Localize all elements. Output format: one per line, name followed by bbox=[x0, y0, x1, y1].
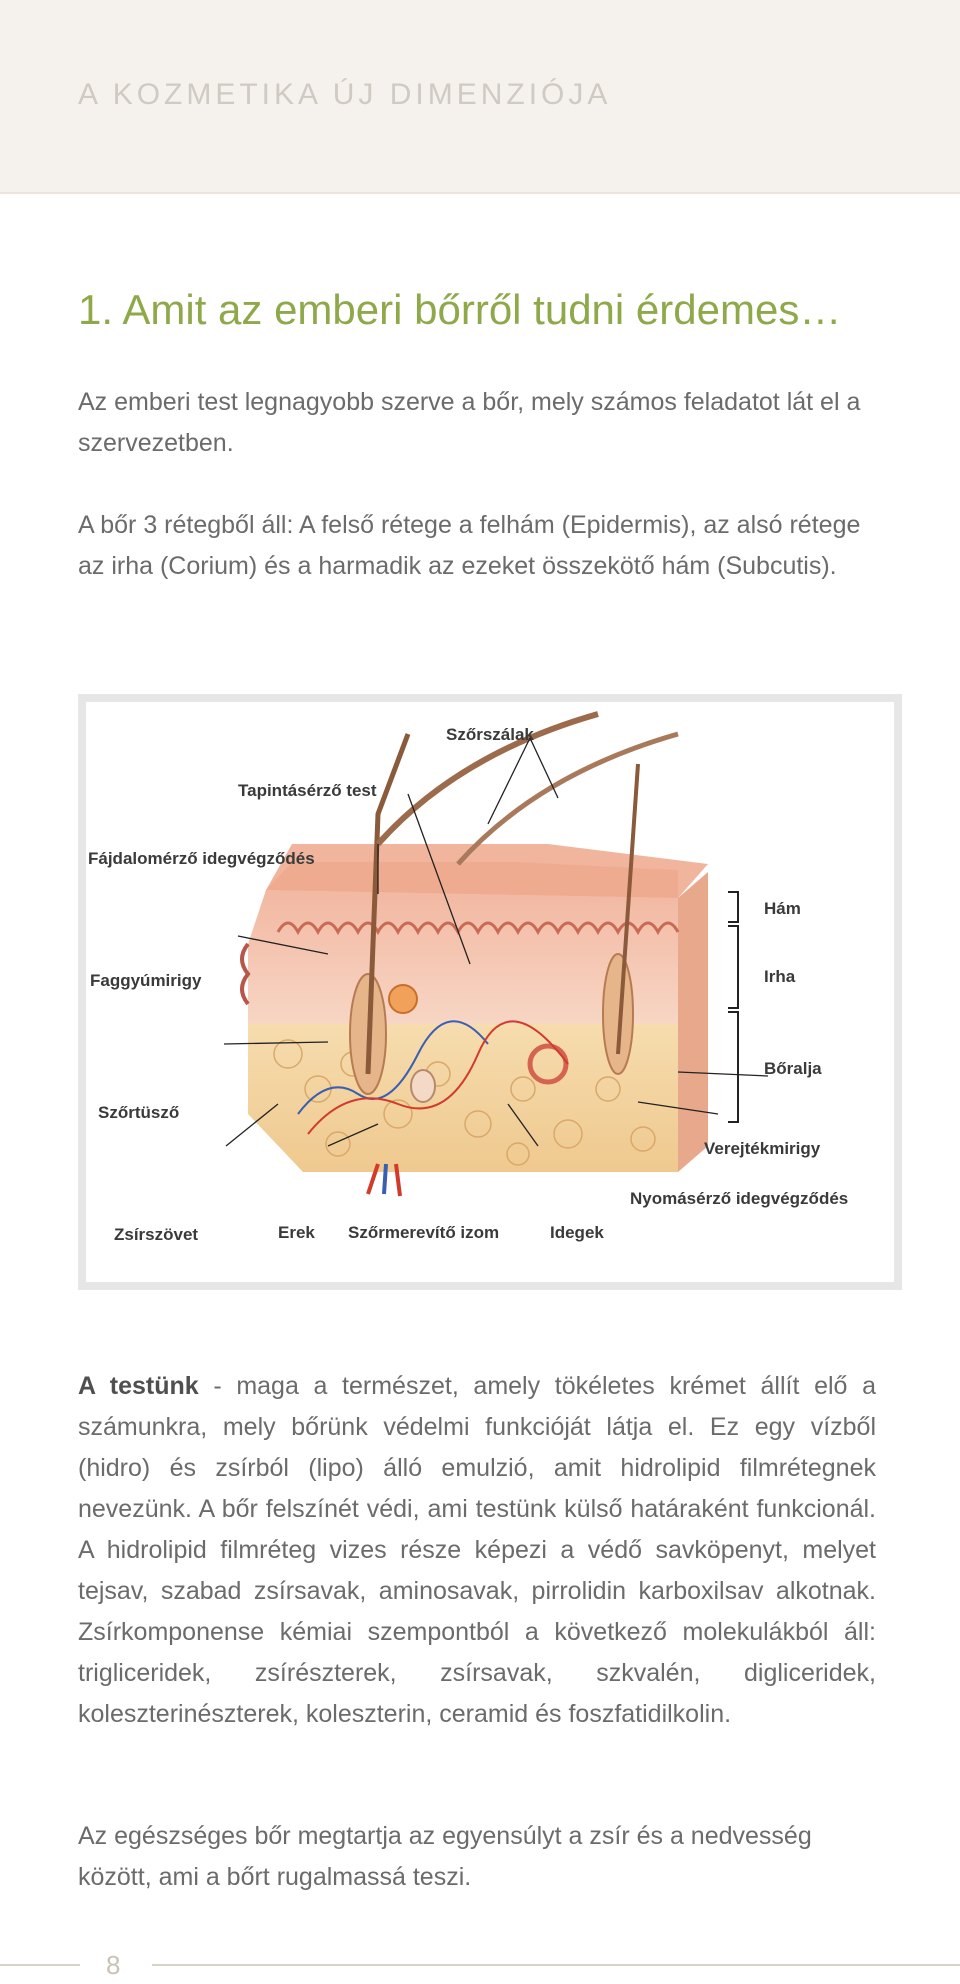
layer-brackets bbox=[728, 892, 738, 1122]
body-paragraph-text: - maga a természet, amely tökéletes krémet állít elő a számunkra, mely bőrünk védelmi funkcióját látja el. Ez egy vízből (hidro) és zsírból (lipo) álló emulzió, amit hidrolipid filmrétegnek nevezünk. A bőr felszínét védi, ami testünk külső határaként funkcionál. A hidrolipid filmréteg vizes része képezi a védő savköpenyt, melyet tejsav, szabad zsírsavak, aminosavak, pirrolidin karboxilsav alkotnak. Zsírkomponense kémiai szempontból a következő molekulákból áll: trigliceridek, zsírészterek, zsírsavak, szkvalén, digliceridek, koleszterinészterek, koleszterin, ceramid és foszfatidilkolin. bbox=[78, 1372, 876, 1728]
skin-diagram-figure bbox=[78, 694, 902, 1290]
label-zsirszovet: Zsírszövet bbox=[114, 1225, 199, 1244]
lead-bold-text: A testünk bbox=[78, 1372, 199, 1400]
pressure-receptor bbox=[411, 1070, 435, 1102]
label-fajdalomerzo: Fájdalomérző idegvégződés bbox=[88, 849, 315, 868]
section-title: 1. Amit az emberi bőrről tudni érdemes… bbox=[78, 286, 842, 333]
page-header bbox=[0, 0, 960, 194]
page-number: 8 bbox=[106, 1950, 121, 1980]
label-szortuszo: Szőrtüsző bbox=[98, 1103, 180, 1122]
skin-block-side bbox=[678, 872, 708, 1172]
skin-cross-section-illustration bbox=[78, 694, 902, 1290]
sebaceous-gland bbox=[389, 985, 417, 1013]
footer-rule-left bbox=[0, 1964, 80, 1966]
intro-paragraph-2: A bőr 3 rétegből áll: A felső rétege a felhám (Epidermis), az alsó rétege az irha (Corium) és a harmadik az ezeket összekötő hám (Subcutis). bbox=[78, 511, 861, 580]
label-boralja: Bőralja bbox=[764, 1059, 822, 1078]
label-verejtekmirigy: Verejtékmirigy bbox=[704, 1139, 821, 1158]
label-nyomaserzo: Nyomásérző idegvégződés bbox=[630, 1189, 849, 1208]
label-idegek: Idegek bbox=[550, 1223, 604, 1242]
body-paragraph-balance: Az egészséges bőr megtartja az egyensúlyt a zsír és a nedvesség között, ami a bőrt rugalmassá teszi. bbox=[78, 1822, 812, 1891]
label-irha: Irha bbox=[764, 967, 796, 986]
footer-rule-right bbox=[152, 1964, 960, 1966]
label-erek: Erek bbox=[278, 1223, 315, 1242]
label-ham: Hám bbox=[764, 899, 801, 918]
running-title: A KOZMETIKA ÚJ DIMENZIÓJA bbox=[78, 78, 612, 111]
label-faggyumirigy: Faggyúmirigy bbox=[90, 971, 202, 990]
intro-paragraph-1: Az emberi test legnagyobb szerve a bőr, mely számos feladatot lát el a szervezetben. bbox=[78, 388, 861, 457]
label-tapintaserzo: Tapintásérző test bbox=[238, 781, 377, 800]
label-szormerevito: Szőrmerevítő izom bbox=[348, 1223, 500, 1242]
label-szorszalak: Szőrszálak bbox=[446, 725, 534, 744]
body-paragraph-hydrolipid bbox=[78, 1366, 876, 1735]
